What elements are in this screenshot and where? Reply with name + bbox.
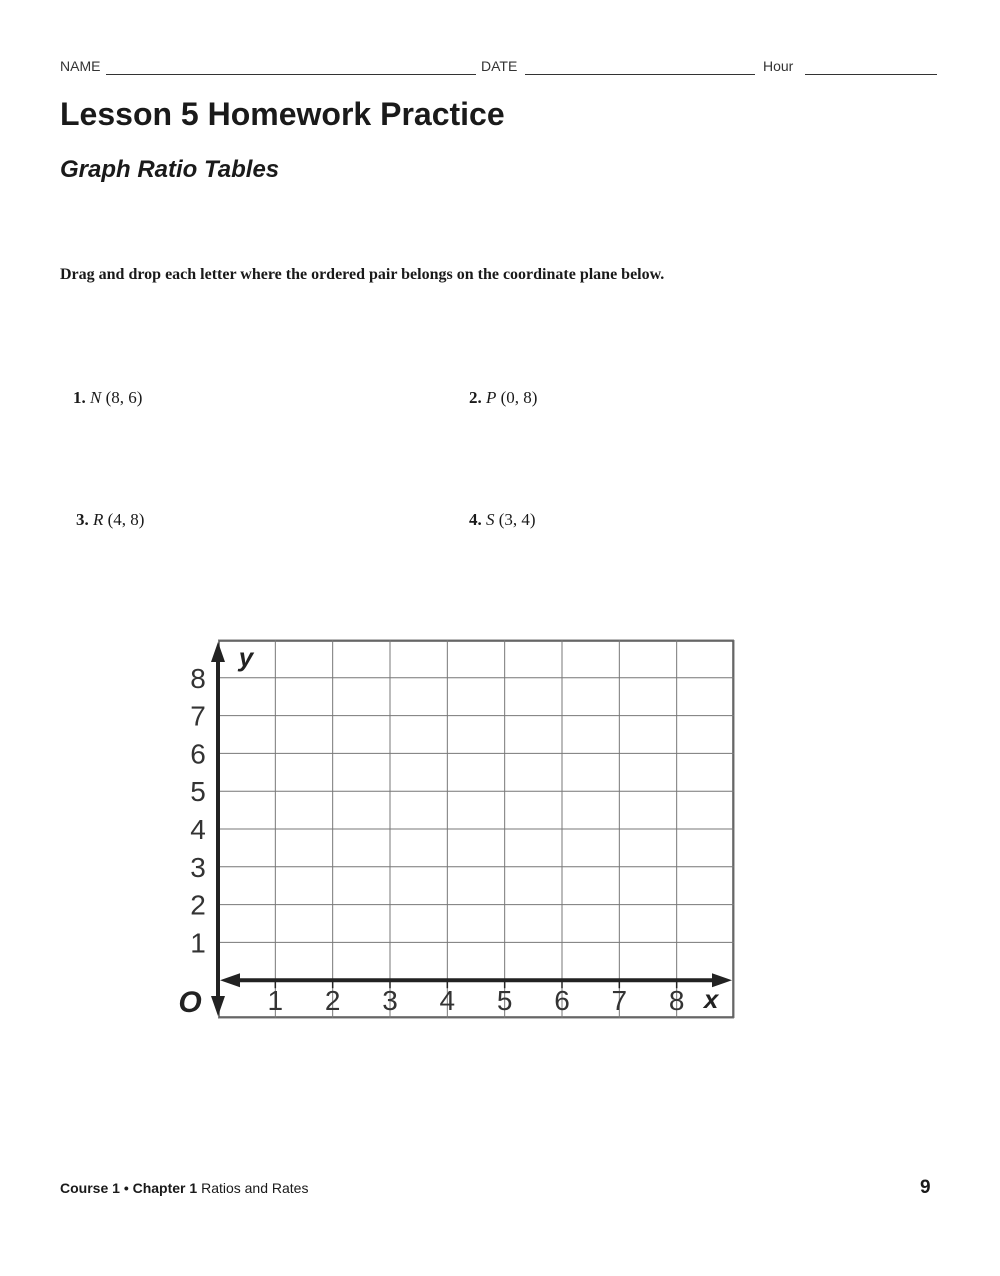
date-label: DATE [481,58,518,74]
page-title: Lesson 5 Homework Practice [60,96,505,132]
footer-course-info [60,1180,308,1196]
name-blank [106,74,476,75]
problem-pair: (3, 4) [498,510,536,529]
footer-chapter: Chapter 1 [132,1180,198,1196]
problem-number: 4. [469,510,482,529]
problem-4 [469,510,536,530]
header-fields [60,58,940,78]
x-tick-label: 4 [439,985,456,1017]
problem-letter: R [93,510,104,529]
y-axis-label: y [238,642,254,672]
y-tick-label: 3 [190,851,206,883]
y-tick-label: 2 [190,889,206,921]
coordinate-plane[interactable] [178,640,734,1020]
problem-pair: (4, 8) [107,510,145,529]
problem-pair: (0, 8) [500,388,538,407]
page-number: 9 [920,1177,931,1198]
name-label: NAME [60,58,101,74]
x-axis-label: x [703,984,719,1015]
instructions: Drag and drop each letter where the ordered pair belongs on the coordinate plane below. [60,266,665,283]
problem-letter: N [90,388,102,407]
problem-number: 2. [469,388,482,407]
y-tick-label: 8 [190,662,206,694]
problem-number: 1. [73,388,86,407]
y-tick-label: 1 [190,927,206,959]
y-tick-label: 5 [190,776,206,808]
problem-2 [469,388,537,408]
origin-label: O [178,986,202,1020]
date-blank [525,74,755,75]
y-tick-label: 7 [190,700,206,732]
problem-letter: P [486,388,497,407]
x-tick-label: 8 [668,985,685,1017]
footer-course: Course 1 [60,1180,120,1196]
x-tick-label: 3 [382,985,398,1017]
problem-number: 3. [76,510,89,529]
problem-3 [76,510,144,530]
x-tick-label: 1 [267,985,284,1017]
footer-separator: • [123,1180,129,1196]
x-tick-label: 6 [554,985,570,1017]
problem-letter: S [486,510,495,529]
y-tick-label: 6 [190,738,206,770]
problem-1 [73,388,142,408]
x-tick-label: 5 [496,985,513,1017]
x-tick-label: 7 [611,985,628,1017]
hour-label: Hour [763,58,794,74]
hour-blank [805,74,937,75]
footer-chapter-title: Ratios and Rates [201,1180,309,1196]
page-subtitle: Graph Ratio Tables [60,156,280,183]
problem-pair: (8, 6) [105,388,143,407]
x-tick-label: 2 [324,985,341,1017]
y-tick-label: 4 [190,814,206,845]
